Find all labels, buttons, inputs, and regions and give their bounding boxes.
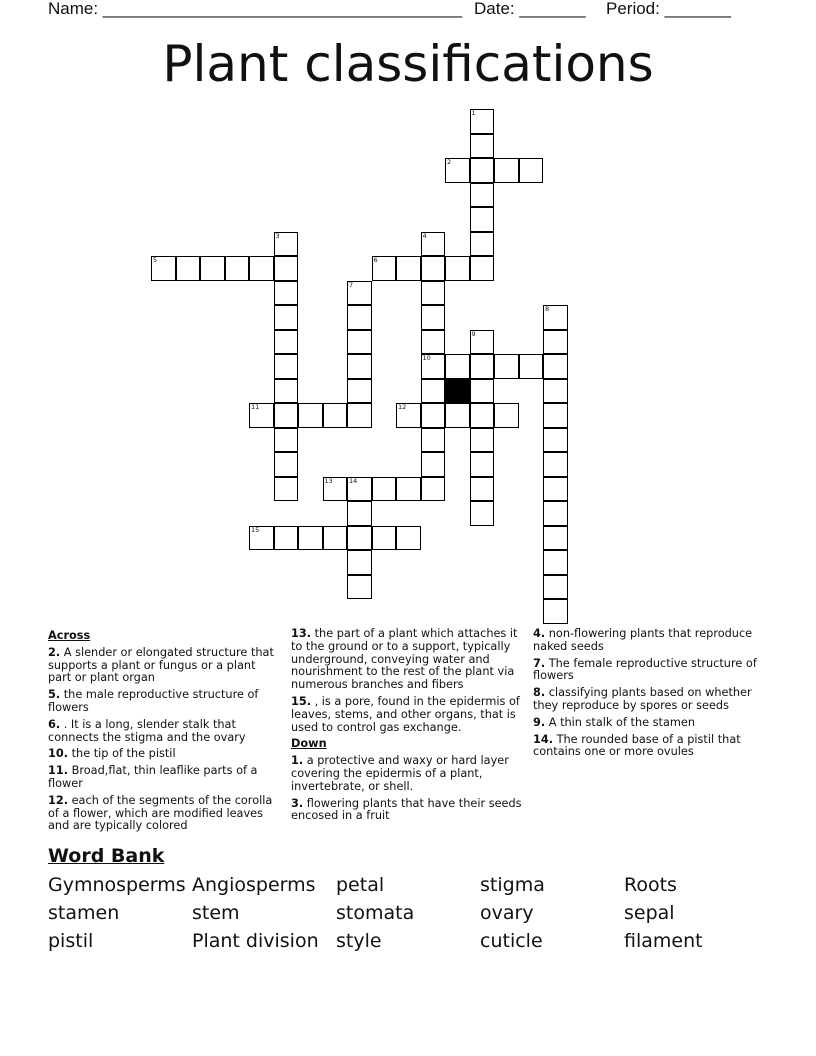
- grid-cell[interactable]: [274, 477, 299, 502]
- header-name[interactable]: Name: ______________________________________: [48, 0, 463, 18]
- clue-text: flowering plants that have their seeds encosed in a fruit: [291, 796, 522, 823]
- grid-cell[interactable]: [347, 354, 372, 379]
- clue-item: [533, 734, 767, 760]
- grid-cell[interactable]: [470, 501, 495, 526]
- clue-number-label: 9: [471, 329, 476, 338]
- grid-cell[interactable]: [470, 354, 495, 379]
- across-clue-list-cont: [291, 628, 525, 734]
- word-bank-item: petal: [336, 874, 385, 896]
- clue-number: 13.: [291, 627, 312, 640]
- word-bank: [48, 874, 778, 952]
- grid-cell[interactable]: [470, 403, 495, 428]
- grid-cell[interactable]: [543, 575, 568, 600]
- clue-item: [291, 696, 525, 734]
- clue-item: [48, 719, 280, 745]
- grid-cell[interactable]: [470, 158, 495, 183]
- clue-item: [48, 647, 280, 685]
- grid-cell[interactable]: [274, 403, 299, 428]
- grid-cell[interactable]: [470, 379, 495, 404]
- grid-cell[interactable]: [421, 428, 446, 453]
- header-period[interactable]: Period: _______: [606, 0, 731, 18]
- clue-number: 5.: [48, 688, 61, 702]
- clue-item: [533, 687, 767, 713]
- grid-cell[interactable]: [445, 354, 470, 379]
- clue-text: a protective and waxy or hard layer covering the epidermis of a plant, invertebrate, or shell.: [291, 754, 509, 793]
- clue-item: [291, 628, 525, 692]
- clue-text: A slender or elongated structure that supports a plant or fungus or a plant part or plant organ: [48, 645, 274, 685]
- grid-cell[interactable]: [470, 256, 495, 281]
- clue-text: Broad,flat, thin leaflike parts of a flower: [48, 764, 258, 790]
- clue-number-label: 10: [422, 354, 431, 362]
- grid-cell[interactable]: [274, 354, 299, 379]
- grid-cell[interactable]: [396, 256, 421, 281]
- word-bank-item: pistil: [48, 930, 94, 952]
- grid-cell[interactable]: [421, 379, 446, 404]
- word-bank-item: Plant division: [192, 930, 319, 952]
- clues-column-2: [291, 628, 525, 827]
- word-bank-item: Angiosperms: [192, 874, 316, 896]
- clue-item: [48, 765, 280, 791]
- clue-text: , is a pore, found in the epidermis of leaves, stems, and other organs, that is used to control gas exchange.: [291, 694, 520, 734]
- word-bank-item: Roots: [624, 874, 677, 896]
- clue-item: [291, 798, 525, 824]
- word-bank-item: stem: [192, 902, 240, 924]
- grid-cell[interactable]: [470, 134, 495, 159]
- grid-cell[interactable]: [372, 526, 397, 551]
- grid-cell[interactable]: [249, 256, 274, 281]
- grid-cell[interactable]: [347, 526, 372, 551]
- clue-item: [48, 689, 280, 715]
- clue-number-label: 7: [349, 280, 354, 289]
- clue-text: A thin stalk of the stamen: [545, 715, 696, 729]
- clue-item: [533, 658, 767, 684]
- clue-number-label: 8: [545, 305, 550, 313]
- grid-cell[interactable]: [543, 354, 568, 379]
- clue-item: [48, 795, 280, 833]
- grid-cell[interactable]: [421, 452, 446, 477]
- grid-cell[interactable]: [176, 256, 201, 281]
- grid-cell[interactable]: [274, 330, 299, 355]
- clue-number: 3.: [291, 796, 304, 810]
- grid-cell[interactable]: [396, 477, 421, 502]
- clue-text: The rounded base of a pistil that contains one or more ovules: [533, 732, 741, 759]
- grid-cell[interactable]: [519, 354, 544, 379]
- word-bank-item: sepal: [624, 902, 675, 924]
- grid-cell[interactable]: [274, 379, 299, 404]
- grid-cell[interactable]: [421, 330, 446, 355]
- grid-cell[interactable]: [494, 158, 519, 183]
- clue-item: [291, 755, 525, 793]
- blocked-cell: [445, 379, 470, 404]
- clue-number: 12.: [48, 793, 69, 807]
- clue-number: 4.: [533, 627, 546, 640]
- clue-number: 1.: [291, 754, 304, 768]
- word-bank-item: stamen: [48, 902, 120, 924]
- clue-number-label: 5: [153, 256, 158, 264]
- grid-cell[interactable]: [396, 526, 421, 551]
- clue-number-label: 11: [251, 403, 260, 411]
- grid-cell[interactable]: [421, 281, 446, 306]
- grid-cell[interactable]: [543, 550, 568, 575]
- grid-cell[interactable]: [347, 575, 372, 600]
- clue-text: . It is a long, slender stalk that connects the stigma and the ovary: [48, 717, 246, 744]
- grid-cell[interactable]: [274, 428, 299, 453]
- grid-cell[interactable]: [470, 477, 495, 502]
- grid-cell[interactable]: [543, 599, 568, 624]
- clues-column-1: [48, 628, 280, 837]
- clue-text: non-flowering plants that reproduce naked seeds: [533, 627, 753, 653]
- grid-cell[interactable]: [347, 305, 372, 330]
- clue-number-label: 2: [447, 158, 452, 166]
- grid-cell[interactable]: [543, 428, 568, 453]
- word-bank-item: Gymnosperms: [48, 874, 186, 896]
- clue-number: 8.: [533, 686, 546, 700]
- clue-number: 9.: [533, 715, 546, 729]
- grid-cell[interactable]: [347, 550, 372, 575]
- grid-cell[interactable]: [494, 403, 519, 428]
- down-clue-list: [291, 755, 525, 823]
- down-heading: Down: [291, 737, 327, 751]
- down-clue-list-cont: [533, 628, 767, 759]
- grid-cell[interactable]: [298, 403, 323, 428]
- grid-cell[interactable]: [543, 526, 568, 551]
- across-clue-list: [48, 647, 280, 833]
- grid-cell[interactable]: [470, 452, 495, 477]
- grid-cell[interactable]: [543, 379, 568, 404]
- clue-number-label: 15: [251, 525, 260, 534]
- grid-cell[interactable]: [543, 477, 568, 502]
- clue-text: each of the segments of the corolla of a flower, which are modified leaves and are typically colored: [48, 793, 273, 833]
- grid-cell[interactable]: [470, 232, 495, 257]
- grid-cell[interactable]: [494, 354, 519, 379]
- clue-text: classifying plants based on whether they reproduce by spores or seeds: [533, 686, 752, 712]
- word-bank-item: filament: [624, 930, 703, 952]
- clues-column-3: [533, 628, 767, 763]
- grid-cell[interactable]: [421, 477, 446, 502]
- clue-number-label: 12: [398, 403, 407, 411]
- grid-cell[interactable]: [274, 305, 299, 330]
- grid-cell[interactable]: [470, 183, 495, 208]
- word-bank-item: stomata: [336, 902, 415, 924]
- grid-cell[interactable]: [347, 403, 372, 428]
- clue-number: 14.: [533, 732, 554, 746]
- grid-cell[interactable]: [470, 207, 495, 232]
- grid-cell[interactable]: [298, 526, 323, 551]
- grid-cell[interactable]: [470, 428, 495, 453]
- clue-number: 7.: [533, 656, 546, 670]
- grid-cell[interactable]: [543, 330, 568, 355]
- header-date[interactable]: Date: _______: [474, 0, 586, 18]
- grid-cell[interactable]: [274, 281, 299, 306]
- clue-item: [533, 717, 767, 730]
- grid-cell[interactable]: [421, 256, 446, 281]
- word-bank-item: style: [336, 930, 382, 952]
- grid-cell[interactable]: [347, 330, 372, 355]
- page-title: Plant classifications: [162, 35, 654, 93]
- clue-text: the tip of the pistil: [68, 747, 176, 761]
- clue-number: 15.: [291, 694, 312, 708]
- grid-cell[interactable]: [323, 403, 348, 428]
- across-heading: Across: [48, 629, 91, 642]
- grid-cell[interactable]: [445, 403, 470, 428]
- grid-cell[interactable]: [519, 158, 544, 183]
- word-bank-title: Word Bank: [48, 845, 165, 867]
- word-bank-item: cuticle: [480, 930, 543, 952]
- grid-cell[interactable]: [421, 305, 446, 330]
- clue-number: 6.: [48, 717, 61, 731]
- grid-cell[interactable]: [347, 379, 372, 404]
- clue-number-label: 6: [373, 256, 378, 264]
- clue-number-label: 14: [349, 476, 358, 485]
- grid-cell[interactable]: [372, 477, 397, 502]
- clue-number: 2.: [48, 645, 61, 659]
- clue-item: [48, 748, 280, 761]
- grid-cell[interactable]: [543, 403, 568, 428]
- grid-cell[interactable]: [543, 501, 568, 526]
- clue-number-label: 1: [471, 109, 476, 117]
- clue-number: 10.: [48, 747, 69, 761]
- word-bank-item: ovary: [480, 902, 534, 924]
- clue-text: The female reproductive structure of flowers: [533, 656, 757, 683]
- grid-cell[interactable]: [543, 452, 568, 477]
- grid-cell[interactable]: [421, 403, 446, 428]
- clue-number-label: 4: [422, 231, 427, 240]
- clue-number: 11.: [48, 764, 69, 778]
- grid-cell[interactable]: [200, 256, 225, 281]
- grid-cell[interactable]: [323, 526, 348, 551]
- clue-number-label: 13: [324, 476, 333, 485]
- clue-item: [533, 628, 767, 654]
- grid-cell[interactable]: [274, 526, 299, 551]
- grid-cell[interactable]: [274, 452, 299, 477]
- grid-cell[interactable]: [225, 256, 250, 281]
- clue-text: the male reproductive structure of flowers: [48, 688, 259, 714]
- clue-text: the part of a plant which attaches it to the ground or to a support, typically underground, conveying water and nourishment to the rest of the plant via numerous branches and fibers: [291, 627, 518, 692]
- grid-cell[interactable]: [274, 256, 299, 281]
- clue-number-label: 3: [275, 231, 280, 240]
- grid-cell[interactable]: [445, 256, 470, 281]
- grid-cell[interactable]: [347, 501, 372, 526]
- word-bank-item: stigma: [480, 874, 545, 896]
